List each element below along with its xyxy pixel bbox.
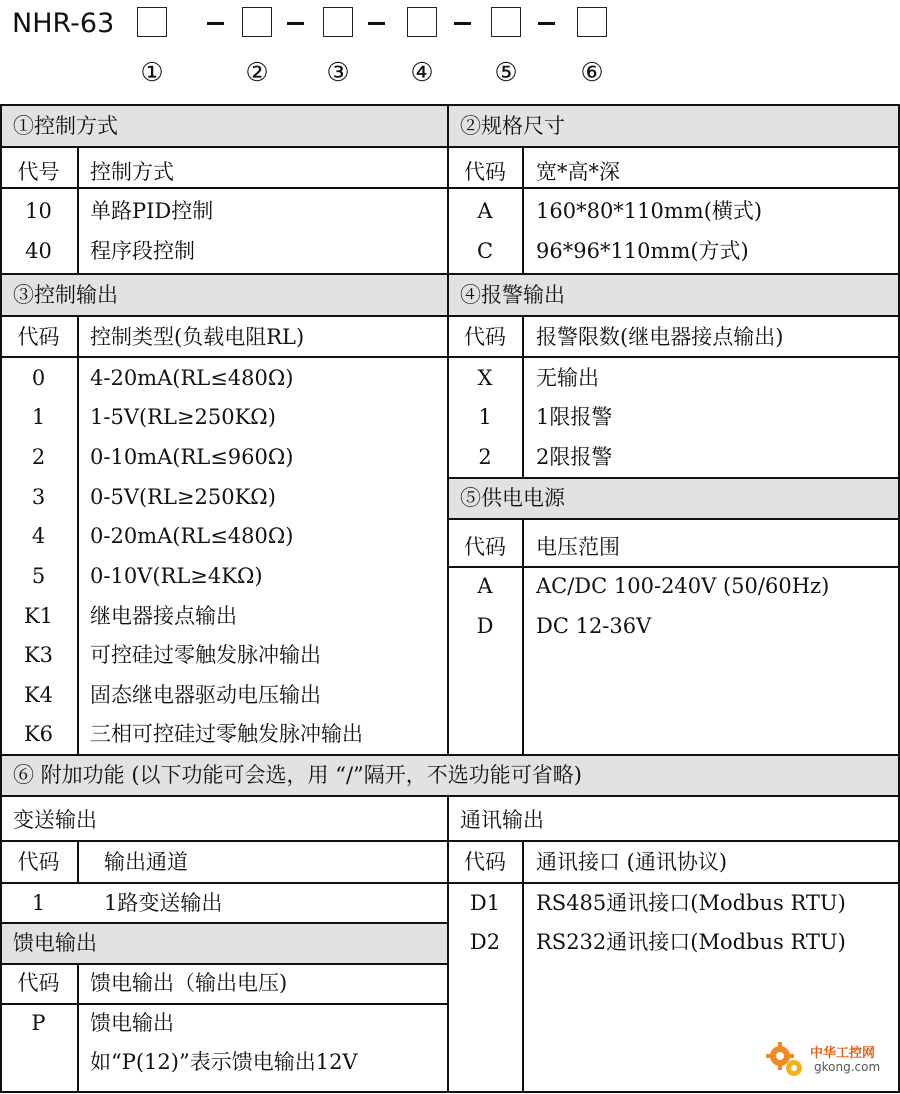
- table-cell-code: A: [477, 574, 493, 598]
- col-header-code: 代码: [464, 160, 506, 184]
- table-cell-code: A: [477, 199, 493, 223]
- rule: [77, 963, 79, 1092]
- rule: [77, 840, 79, 882]
- rule: [0, 104, 900, 106]
- table-cell-desc: 0-10V(RL≥4KΩ): [90, 564, 263, 588]
- table-cell-code: 2: [31, 445, 46, 469]
- table-cell-desc: 可控硅过零触发脉冲输出: [90, 643, 321, 667]
- table-cell-desc: 4-20mA(RL≤480Ω): [90, 366, 294, 390]
- code-box-2: [242, 7, 272, 37]
- rule: [0, 963, 447, 965]
- section-title-control-mode: ①控制方式: [13, 114, 118, 138]
- rule: [0, 187, 900, 189]
- rule: [0, 840, 900, 842]
- dash: [538, 22, 555, 25]
- section-title-dimensions: ②规格尺寸: [460, 114, 565, 138]
- table-cell-desc: 馈电输出: [90, 1011, 174, 1035]
- rule: [0, 1003, 447, 1005]
- subsection-title-feed: 馈电输出: [13, 931, 97, 955]
- dash: [368, 22, 385, 25]
- rule: [522, 518, 524, 755]
- code-box-4: [407, 7, 437, 37]
- dash: [207, 22, 224, 25]
- section-title-additional-functions: ⑥ 附加功能 (以下功能可会选，用 “/”隔开，不选功能可省略): [13, 763, 582, 787]
- position-marker-3: ③: [326, 58, 350, 88]
- table-cell-code: 1: [31, 405, 46, 429]
- position-marker-4: ④: [410, 58, 434, 88]
- table-cell-desc: RS232通讯接口(Modbus RTU): [536, 930, 846, 954]
- table-cell-desc: 程序段控制: [90, 239, 195, 263]
- table-cell-code: 0: [31, 366, 46, 390]
- table-cell-desc: 160*80*110mm(横式): [536, 199, 763, 223]
- col-header-desc: 电压范围: [536, 535, 620, 559]
- col-header-code: 代码: [17, 850, 60, 874]
- subsection-title-communication: 通讯输出: [460, 808, 544, 832]
- col-header-code: 代码: [464, 535, 506, 559]
- table-cell-desc: 0-5V(RL≥250KΩ): [90, 485, 276, 509]
- gear-icon: [764, 1038, 808, 1082]
- model-prefix: NHR-63: [12, 8, 115, 39]
- col-header-code: 代码: [464, 325, 506, 349]
- rule: [0, 315, 900, 317]
- dash: [454, 22, 471, 25]
- col-header-desc: 宽*高*深: [536, 160, 620, 184]
- section-header-bg: [0, 275, 900, 315]
- table-cell-code: K4: [23, 683, 54, 707]
- table-cell-desc: 0-20mA(RL≤480Ω): [90, 524, 294, 548]
- dash: [287, 22, 304, 25]
- rule: [77, 315, 79, 755]
- rule: [77, 146, 79, 273]
- table-cell-code: 1: [31, 891, 46, 915]
- col-header-code: 代码: [17, 325, 60, 349]
- rule: [522, 315, 524, 477]
- table-cell-code: X: [477, 366, 493, 390]
- col-header-desc: 控制方式: [90, 160, 174, 184]
- table-cell-code: K3: [23, 643, 54, 667]
- col-header-code: 代码: [464, 850, 506, 874]
- table-cell-desc: 96*96*110mm(方式): [536, 239, 749, 263]
- col-header-code: 代码: [17, 971, 60, 995]
- col-header-desc: 通讯接口 (通讯协议): [536, 850, 728, 874]
- table-cell-code: D1: [469, 891, 501, 915]
- rule: [0, 795, 900, 797]
- rule: [0, 1091, 900, 1093]
- table-cell-desc: 无输出: [536, 366, 599, 390]
- col-header-code: 代号: [17, 160, 60, 184]
- table-cell-desc: 1路变送输出: [104, 891, 223, 915]
- position-marker-5: ⑤: [494, 58, 518, 88]
- table-cell-code: D: [476, 614, 494, 638]
- table-cell-desc: 2限报警: [536, 445, 613, 469]
- table-cell-code: P: [31, 1011, 46, 1035]
- subsection-title-transmit: 变送输出: [13, 808, 97, 832]
- code-box-5: [491, 7, 521, 37]
- rule: [0, 146, 900, 148]
- rule: [0, 273, 900, 275]
- table-cell-desc: DC 12-36V: [536, 614, 652, 638]
- watermark-en: gkong.com: [814, 1060, 881, 1074]
- section-title-control-output: ③控制输出: [13, 283, 118, 307]
- rule: [448, 477, 900, 479]
- col-header-desc: 报警限数(继电器接点输出): [536, 325, 784, 349]
- table-cell-desc: 单路PID控制: [90, 199, 214, 223]
- table-cell-desc: 固态继电器驱动电压输出: [90, 683, 321, 707]
- section-title-power-supply: ⑤供电电源: [460, 486, 565, 510]
- rule: [0, 882, 900, 884]
- table-cell-code: C: [476, 239, 494, 263]
- col-header-desc: 馈电输出（输出电压): [90, 971, 288, 995]
- code-box-1: [137, 7, 167, 37]
- table-cell-code: 3: [31, 485, 46, 509]
- table-cell-desc: 1限报警: [536, 405, 613, 429]
- code-box-3: [323, 7, 353, 37]
- section-header-bg: [0, 106, 900, 146]
- rule: [522, 840, 524, 1092]
- table-cell-code: K1: [23, 604, 54, 628]
- table-cell-desc: AC/DC 100-240V (50/60Hz): [536, 574, 830, 598]
- watermark-cn: 中华工控网: [810, 1046, 876, 1061]
- table-cell-code: 40: [25, 239, 52, 263]
- rule: [448, 566, 900, 568]
- rule: [0, 754, 900, 756]
- position-marker-1: ①: [140, 58, 164, 88]
- col-header-desc: 控制类型(负载电阻RL): [90, 325, 305, 349]
- rule: [522, 146, 524, 273]
- position-marker-2: ②: [245, 58, 269, 88]
- table-cell-desc: 1-5V(RL≥250KΩ): [90, 405, 276, 429]
- section-title-alarm-output: ④报警输出: [460, 283, 565, 307]
- position-marker-6: ⑥: [580, 58, 604, 88]
- table-cell-code: 2: [478, 445, 492, 469]
- rule: [0, 922, 447, 924]
- code-box-6: [577, 7, 607, 37]
- table-cell-desc: RS485通讯接口(Modbus RTU): [536, 891, 846, 915]
- rule: [448, 518, 900, 520]
- table-cell-desc: 三相可控硅过零触发脉冲输出: [90, 722, 363, 746]
- table-cell-code: 5: [31, 564, 46, 588]
- rule: [0, 356, 900, 358]
- table-cell-code: K6: [23, 722, 54, 746]
- table-cell-desc: 0-10mA(RL≤960Ω): [90, 445, 294, 469]
- table-cell-code: 4: [31, 524, 46, 548]
- table-cell-code: D2: [469, 930, 501, 954]
- table-cell-code: 1: [478, 405, 492, 429]
- table-cell-code: 10: [25, 199, 52, 223]
- watermark-logo: [764, 1038, 894, 1082]
- table-cell-desc-note: 如“P(12)”表示馈电输出12V: [90, 1050, 358, 1074]
- col-header-desc: 输出通道: [104, 850, 188, 874]
- table-cell-desc: 继电器接点输出: [90, 604, 237, 628]
